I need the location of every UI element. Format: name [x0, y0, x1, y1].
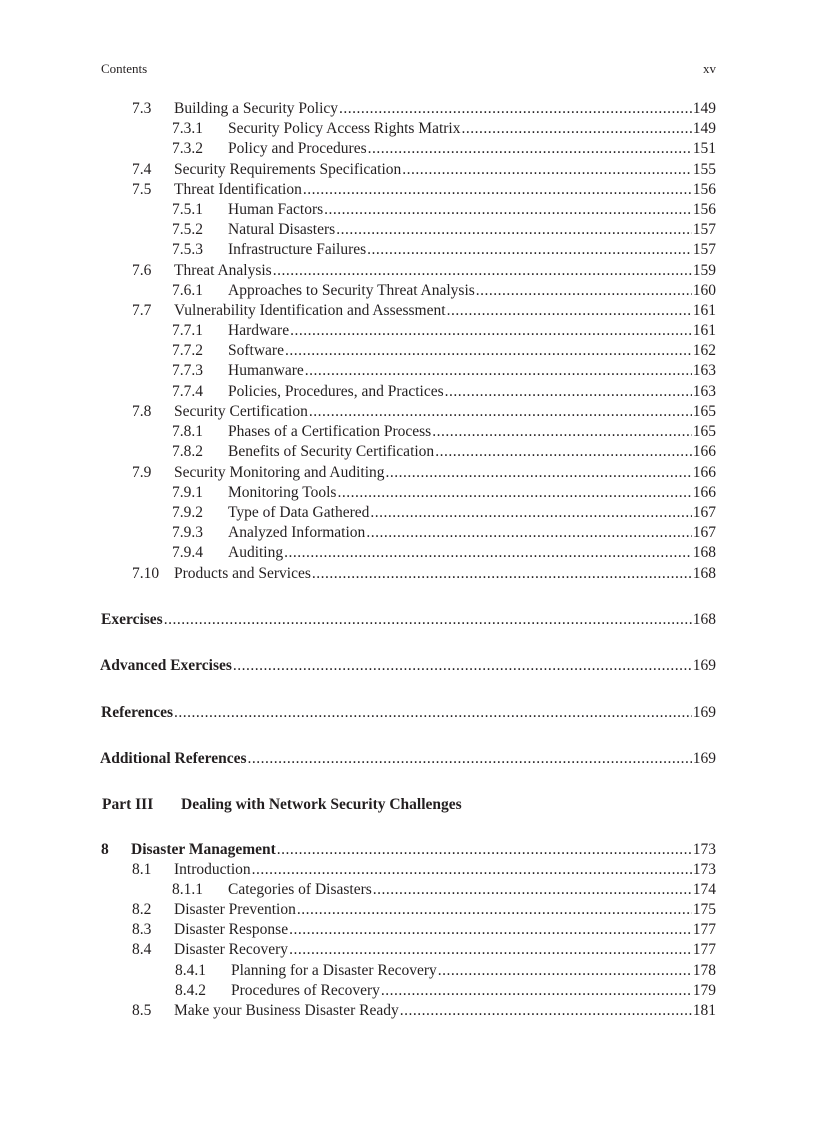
leader-dots — [174, 703, 692, 723]
leader-dots — [289, 920, 692, 940]
leader-dots — [366, 523, 691, 543]
toc-entry-7-9-4[interactable] — [172, 543, 716, 563]
toc-entry-number: 7.6.1 — [172, 282, 203, 299]
leader-dots — [297, 900, 692, 920]
toc-entry-number: 7.9 — [132, 464, 152, 481]
toc-entry-7-9-2[interactable] — [172, 503, 716, 523]
toc-entry-exercises[interactable] — [101, 610, 716, 630]
toc-entry-title: Security Requirements Specification — [174, 161, 402, 178]
leader-dots — [438, 961, 692, 981]
toc-entry-title: Disaster Prevention — [174, 901, 296, 918]
leader-dots — [432, 422, 692, 442]
toc-entry-title: Infrastructure Failures — [228, 241, 367, 258]
toc-entry-page: 167 — [692, 524, 716, 541]
toc-entry-number: 7.5.3 — [172, 241, 203, 258]
toc-entry-number: 7.4 — [132, 161, 152, 178]
toc-entry-page: 157 — [692, 241, 716, 258]
leader-dots — [337, 483, 691, 503]
toc-entry-7-5-2[interactable] — [172, 220, 716, 240]
toc-entry-title: Categories of Disasters — [228, 881, 372, 898]
toc-entry-number: 7.3.1 — [172, 120, 203, 137]
leader-dots — [324, 200, 692, 220]
toc-entry-number: 7.7.1 — [172, 322, 203, 339]
toc-entry-page: 168 — [692, 544, 716, 561]
toc-entry-8-5[interactable] — [132, 1001, 716, 1021]
toc-entry-number: 8.1 — [132, 861, 152, 878]
toc-entry-page: 169 — [692, 750, 716, 767]
toc-entry-title: Planning for a Disaster Recovery — [231, 962, 437, 979]
toc-entry-number: 8.1.1 — [172, 881, 203, 898]
leader-dots — [289, 940, 692, 960]
toc-entry-page: 151 — [692, 140, 716, 157]
toc-entry-number: 7.9.3 — [172, 524, 203, 541]
toc-entry-title: Additional References — [100, 750, 247, 767]
leader-dots — [312, 564, 692, 584]
leader-dots — [277, 840, 692, 860]
toc-entry-page: 168 — [692, 611, 716, 628]
toc-entry-page: 161 — [692, 302, 716, 319]
leader-dots — [435, 442, 692, 462]
page-number-roman: xv — [703, 61, 716, 76]
toc-entry-title: Security Monitoring and Auditing — [174, 464, 385, 481]
toc-entry-title: Security Certification — [174, 403, 308, 420]
toc-entry-references[interactable] — [101, 703, 716, 723]
leader-dots — [285, 341, 692, 361]
toc-entry-page: 156 — [692, 201, 716, 218]
toc-entry-title: Threat Identification — [174, 181, 302, 198]
toc-entry-8-4-1[interactable] — [175, 961, 716, 981]
toc-entry-7-7-3[interactable] — [172, 361, 716, 381]
toc-entry-title: Software — [228, 342, 284, 359]
leader-dots — [336, 220, 692, 240]
toc-entry-number: 8.4 — [132, 941, 152, 958]
toc-entry-title: Security Policy Access Rights Matrix — [228, 120, 461, 137]
toc-entry-page: 155 — [692, 161, 716, 178]
toc-entry-page: 177 — [692, 941, 716, 958]
toc-entry-number: 7.9.2 — [172, 504, 203, 521]
toc-entry-title: Auditing — [228, 544, 284, 561]
toc-entry-7-8-1[interactable] — [172, 422, 716, 442]
toc-entry-7-10[interactable] — [132, 564, 716, 584]
toc-entry-7-5-1[interactable] — [172, 200, 716, 220]
leader-dots — [273, 261, 692, 281]
toc-entry-number: 8.3 — [132, 921, 152, 938]
toc-entry-page: 169 — [692, 704, 716, 721]
toc-entry-7-9[interactable] — [132, 463, 716, 483]
toc-entry-page: 177 — [692, 921, 716, 938]
toc-entry-page: 166 — [692, 443, 716, 460]
toc-entry-title: Policies, Procedures, and Practices — [228, 383, 444, 400]
toc-entry-page: 174 — [692, 881, 716, 898]
toc-entry-title: Disaster Response — [174, 921, 289, 938]
toc-entry-number: 7.5.1 — [172, 201, 203, 218]
toc-entry-number: 7.5 — [132, 181, 152, 198]
toc-entry-page: 165 — [692, 423, 716, 440]
toc-entry-page: 159 — [692, 262, 716, 279]
toc-entry-page: 166 — [692, 464, 716, 481]
leader-dots — [248, 749, 692, 769]
toc-entry-number: 8 — [101, 841, 109, 858]
toc-entry-page: 149 — [692, 100, 716, 117]
leader-dots — [381, 981, 692, 1001]
toc-entry-page: 179 — [692, 982, 716, 999]
toc-entry-page: 149 — [692, 120, 716, 137]
toc-entry-title: Exercises — [101, 611, 163, 628]
toc-entry-number: 7.5.2 — [172, 221, 203, 238]
leader-dots — [476, 281, 692, 301]
leader-dots — [164, 610, 692, 630]
toc-entry-8-2[interactable] — [132, 900, 716, 920]
toc-entry-page: 165 — [692, 403, 716, 420]
leader-dots — [233, 656, 692, 676]
toc-entry-page: 157 — [692, 221, 716, 238]
leader-dots — [370, 503, 691, 523]
toc-entry-title: Disaster Management — [131, 841, 276, 858]
toc-entry-title: Analyzed Information — [228, 524, 366, 541]
toc-entry-7-6[interactable] — [132, 261, 716, 281]
toc-entry-number: 7.7 — [132, 302, 152, 319]
toc-entry-number: 7.3.2 — [172, 140, 203, 157]
leader-dots — [284, 543, 692, 563]
toc-entry-page: 163 — [692, 362, 716, 379]
toc-entry-page: 175 — [692, 901, 716, 918]
toc-entry-title: Humanware — [228, 362, 304, 379]
leader-dots — [386, 463, 692, 483]
leader-dots — [367, 240, 692, 260]
toc-entry-number: 8.4.1 — [175, 962, 206, 979]
toc-entry-8-4-2[interactable] — [175, 981, 716, 1001]
toc-entry-title: Products and Services — [174, 565, 311, 582]
toc-entry-7-7[interactable] — [132, 301, 716, 321]
toc-entry-title: Human Factors — [228, 201, 324, 218]
toc-entry-7-3[interactable] — [132, 99, 716, 119]
toc-entry-7-7-4[interactable] — [172, 382, 716, 402]
toc-entry-title: References — [101, 704, 174, 721]
toc-entry-7-3-2[interactable] — [172, 139, 716, 159]
toc-entry-number: 8.4.2 — [175, 982, 206, 999]
leader-dots — [339, 99, 692, 119]
toc-entry-title: Make your Business Disaster Ready — [174, 1002, 399, 1019]
toc-entry-8-4[interactable] — [132, 940, 716, 960]
toc-entry-additional-references[interactable] — [100, 749, 716, 769]
toc-entry-page: 168 — [692, 565, 716, 582]
toc-entry-title: Disaster Recovery — [174, 941, 289, 958]
toc-entry-number: 7.7.2 — [172, 342, 203, 359]
toc-entry-title: Threat Analysis — [174, 262, 272, 279]
leader-dots — [368, 139, 692, 159]
toc-entry-title: Introduction — [174, 861, 251, 878]
toc-entry-8-1-1[interactable] — [172, 880, 716, 900]
leader-dots — [290, 321, 692, 341]
toc-entry-title: Policy and Procedures — [228, 140, 367, 157]
toc-entry-8-1[interactable] — [132, 860, 716, 880]
toc-entry-number: 7.10 — [132, 565, 160, 582]
toc-entry-title: Building a Security Policy — [174, 100, 339, 117]
toc-entry-page: 161 — [692, 322, 716, 339]
toc-entry-number: 7.7.3 — [172, 362, 203, 379]
leader-dots — [373, 880, 692, 900]
toc-entry-number: 7.8 — [132, 403, 152, 420]
toc-entry-number: 7.9.1 — [172, 484, 203, 501]
toc-entry-page: 173 — [692, 841, 716, 858]
toc-entry-page: 163 — [692, 383, 716, 400]
toc-entry-title: Approaches to Security Threat Analysis — [228, 282, 475, 299]
toc-entry-title: Advanced Exercises — [100, 657, 232, 674]
toc-entry-title: Type of Data Gathered — [228, 504, 370, 521]
toc-entry-7-4[interactable] — [132, 160, 716, 180]
toc-entry-8-3[interactable] — [132, 920, 716, 940]
toc-entry-7-9-3[interactable] — [172, 523, 716, 543]
toc-entry-number: 7.6 — [132, 262, 152, 279]
leader-dots — [447, 301, 692, 321]
toc-entry-number: 8.2 — [132, 901, 152, 918]
leader-dots — [400, 1001, 692, 1021]
toc-entry-7-3-1[interactable] — [172, 119, 716, 139]
running-header-title: Contents — [101, 61, 148, 76]
leader-dots — [461, 119, 691, 139]
toc-entry-page: 162 — [692, 342, 716, 359]
toc-entry-7-8-2[interactable] — [172, 442, 716, 462]
toc-entry-title: Hardware — [228, 322, 290, 339]
toc-entry-number: 8.5 — [132, 1002, 152, 1019]
leader-dots — [402, 160, 691, 180]
toc-entry-title: Vulnerability Identification and Assessment — [174, 302, 446, 319]
toc-entry-page: 167 — [692, 504, 716, 521]
toc-entry-page: 173 — [692, 861, 716, 878]
toc-entry-number: 7.8.2 — [172, 443, 203, 460]
toc-entry-title: Natural Disasters — [228, 221, 336, 238]
leader-dots — [252, 860, 692, 880]
toc-entry-7-7-2[interactable] — [172, 341, 716, 361]
part-label: Part III — [102, 796, 154, 813]
toc-entry-number: 7.9.4 — [172, 544, 203, 561]
toc-entry-page: 169 — [692, 657, 716, 674]
toc-entry-number: 7.8.1 — [172, 423, 203, 440]
toc-entry-7-5-3[interactable] — [172, 240, 716, 260]
leader-dots — [445, 382, 692, 402]
toc-entry-title: Benefits of Security Certification — [228, 443, 435, 460]
leader-dots — [303, 180, 692, 200]
toc-entry-7-7-1[interactable] — [172, 321, 716, 341]
toc-entry-page: 178 — [692, 962, 716, 979]
part-title: Dealing with Network Security Challenges — [181, 796, 462, 813]
toc-entry-page: 156 — [692, 181, 716, 198]
toc-entry-number: 7.3 — [132, 100, 152, 117]
leader-dots — [305, 361, 692, 381]
toc-entry-title: Monitoring Tools — [228, 484, 337, 501]
toc-entry-number: 7.7.4 — [172, 383, 203, 400]
toc-entry-chapter-8[interactable] — [101, 840, 716, 860]
leader-dots — [309, 402, 692, 422]
toc-entry-page: 166 — [692, 484, 716, 501]
toc-entry-page: 181 — [692, 1002, 716, 1019]
toc-entry-page: 160 — [692, 282, 716, 299]
toc-entry-7-8[interactable] — [132, 402, 716, 422]
toc-entry-title: Procedures of Recovery — [231, 982, 380, 999]
toc-entry-advanced-exercises[interactable] — [100, 656, 716, 676]
toc-entry-7-5[interactable] — [132, 180, 716, 200]
toc-entry-title: Phases of a Certification Process — [228, 423, 432, 440]
toc-entry-7-6-1[interactable] — [172, 281, 716, 301]
toc-entry-7-9-1[interactable] — [172, 483, 716, 503]
